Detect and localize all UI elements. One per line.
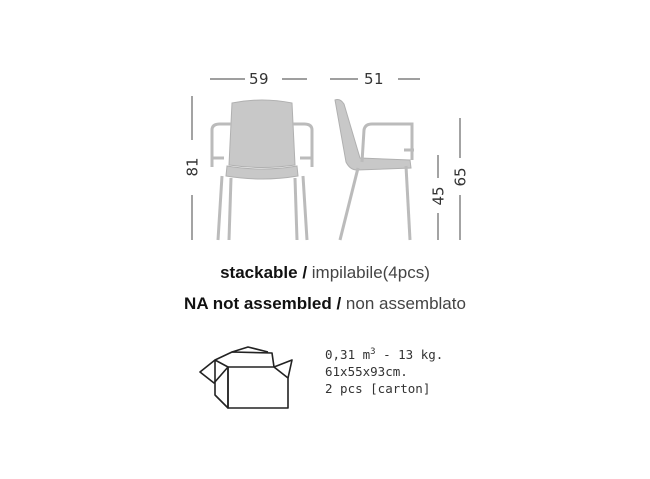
front-left-leg xyxy=(218,176,222,240)
assembly-label: NA not assembled / xyxy=(184,294,342,313)
stackable-line xyxy=(0,263,650,283)
chair-side-view xyxy=(335,100,414,241)
front-backrest xyxy=(229,100,295,168)
side-shell xyxy=(335,100,411,171)
box-front xyxy=(228,367,288,408)
side-back-leg xyxy=(406,166,410,240)
carton-volume-suffix: - 13 kg. xyxy=(375,347,444,363)
carton-box-icon xyxy=(200,347,292,408)
box-side xyxy=(215,360,228,408)
carton-size: 61x55x93cm. xyxy=(325,364,408,380)
carton-volume-exp: 3 xyxy=(370,347,376,357)
box-top-flap xyxy=(232,347,268,352)
chair-front-view xyxy=(212,100,312,240)
arm-height-dimension: 65 xyxy=(451,167,470,187)
front-right-arm xyxy=(293,124,312,167)
assembly-translation: non assemblato xyxy=(345,294,466,313)
carton-volume-prefix: 0,31 m xyxy=(325,347,371,363)
seat-height-dimension: 45 xyxy=(429,186,448,206)
width-dimension: 59 xyxy=(249,70,270,88)
stackable-translation: impilabile(4pcs) xyxy=(311,263,430,282)
carton-info xyxy=(325,344,443,397)
side-arm xyxy=(362,124,412,162)
front-right-leg xyxy=(303,176,307,240)
front-right-inner-leg xyxy=(295,178,297,240)
depth-dimension: 51 xyxy=(364,70,385,88)
height-dimension: 81 xyxy=(183,157,202,177)
front-left-arm xyxy=(212,124,231,167)
stackable-label: stackable / xyxy=(220,263,308,282)
side-front-leg xyxy=(340,168,358,240)
assembly-line xyxy=(0,294,650,314)
front-left-inner-leg xyxy=(229,178,231,240)
carton-volume xyxy=(325,344,443,363)
carton-pcs: 2 pcs [carton] xyxy=(325,381,431,397)
box-left-flap xyxy=(200,360,228,383)
